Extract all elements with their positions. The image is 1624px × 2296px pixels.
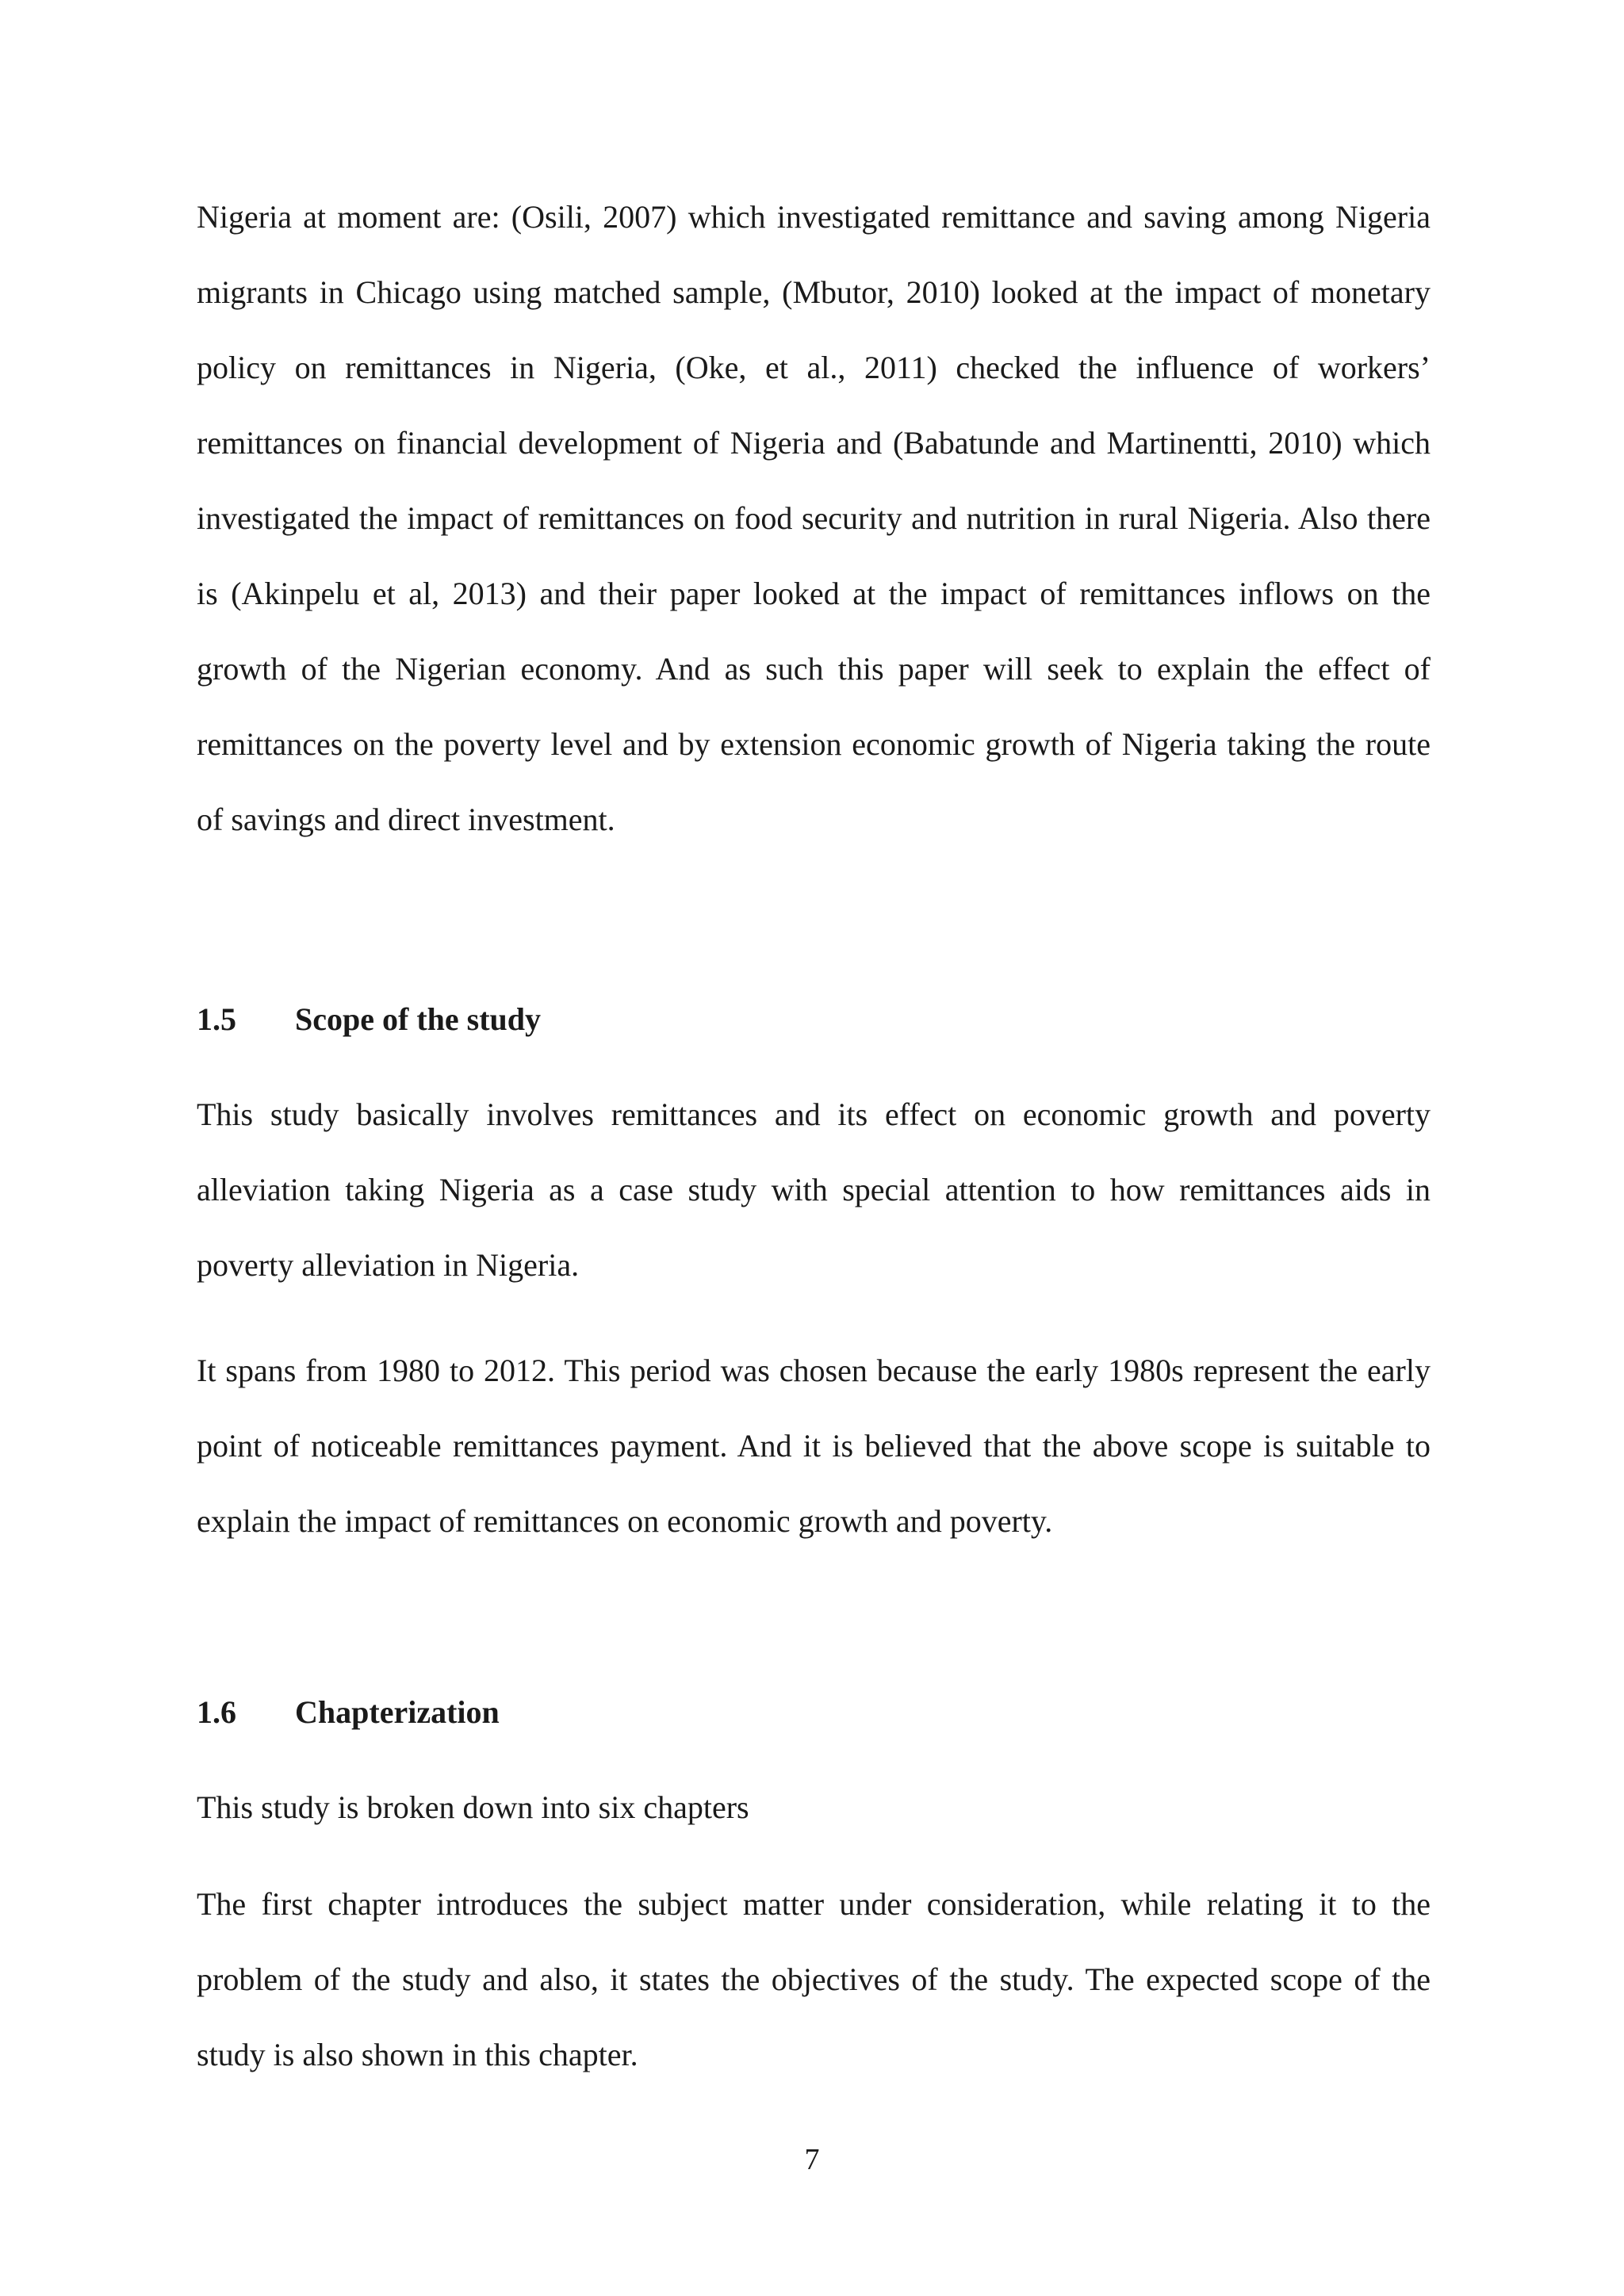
paragraph-period: It spans from 1980 to 2012. This period was chosen because the early 1980s represent the early point of noticeable remittances payment. And it is believed that the above scope is suitable to explain the impact of remittances on economic growth and poverty. (197, 1353, 1431, 1539)
section-heading-scope (197, 1001, 541, 1039)
paragraph-scope: This study basically involves remittances and its effect on economic growth and poverty alleviation taking Nigeria as a case study with special attention to how remittances aids in poverty alleviation in Nigeria. (197, 1096, 1431, 1283)
section-number: 1.6 (197, 1694, 236, 1730)
paragraph-chapter-count: This study is broken down into six chapters (197, 1789, 749, 1825)
section-title: Chapterization (295, 1694, 500, 1730)
paragraph-prior-studies: Nigeria at moment are: (Osili, 2007) which investigated remittance and saving among Nigeria migrants in Chicago using matched sample, (Mbutor, 2010) looked at the impact of monetary policy on remittances in Nigeria, (Oke, et al., 2011) checked the influence of workers’ remittances on financial development of Nigeria and (Babatunde and Martinentti, 2010) which investigated the impact of remittances on food security and nutrition in rural Nigeria. Also there is (Akinpelu et al, 2013) and their paper looked at the impact of remittances inflows on the growth of the Nigerian economy. And as such this paper will seek to explain the effect of remittances on the poverty level and by extension economic growth of Nigeria taking the route of savings and direct investment. (197, 199, 1431, 837)
section-title: Scope of the study (295, 1001, 542, 1037)
section-number: 1.5 (197, 1001, 236, 1037)
section-heading-chapterization (197, 1693, 500, 1732)
paragraph-first-chapter: The first chapter introduces the subject matter under consideration, while relating it to the problem of the study and also, it states the objectives of the study. The expected scope of the study is also shown in this chapter. (197, 1886, 1431, 2072)
page-number: 7 (804, 2143, 820, 2176)
